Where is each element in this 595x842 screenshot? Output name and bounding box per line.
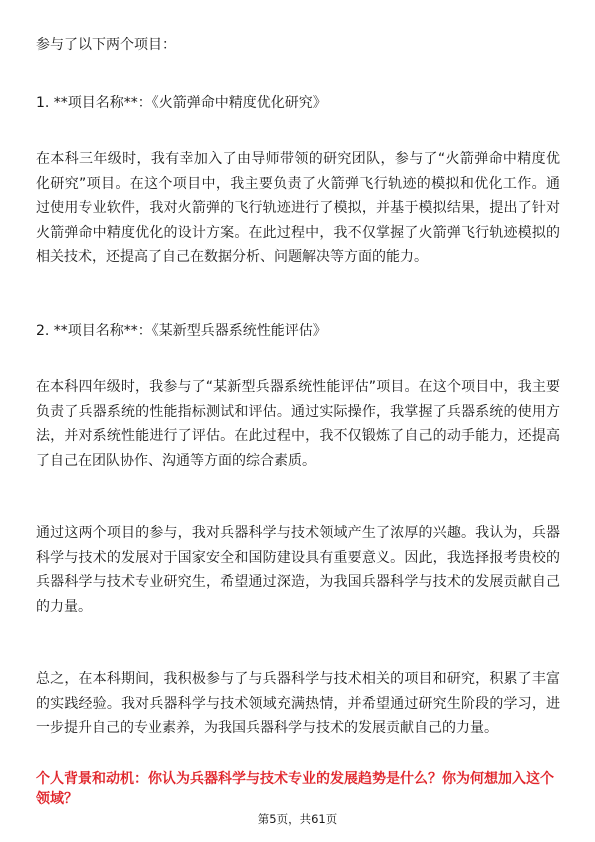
project2-heading: 2. **项目名称**：《某新型兵器系统性能评估》 <box>36 323 327 339</box>
intro-line: 参与了以下两个项目： <box>36 37 176 53</box>
summary-paragraph: 总之，在本科期间，我积极参与了与兵器科学与技术相关的项目和研究，积累了丰富的实践经验。我对兵器科学与技术领域充满热情，并希望通过研究生阶段的学习，进一步提升自己的专业素养，为我国兵器科学与技术的发展贡献自己的力量。 <box>36 671 560 736</box>
interest-paragraph: 通过这两个项目的参与，我对兵器科学与技术领域产生了浓厚的兴趣。我认为，兵器科学与技术的发展对于国家安全和国防建设具有重要意义。因此，我选择报考贵校的兵器科学与技术专业研究生，希望通过深造，为我国兵器科学与技术的发展贡献自己的力量。 <box>36 525 560 615</box>
project1-body: 在本科三年级时，我有幸加入了由导师带领的研究团队，参与了“火箭弹命中精度优化研究”项目。在这个项目中，我主要负责了火箭弹飞行轨迹的模拟和优化工作。通过使用专业软件，我对火箭弹的飞行轨迹进行了模拟，并基于模拟结果，提出了针对火箭弹命中精度优化的设计方案。在此过程中，我不仅掌握了火箭弹飞行轨迹模拟的相关技术，还提高了自己在数据分析、问题解决等方面的能力。 <box>36 151 560 265</box>
project2-body: 在本科四年级时，我参与了“某新型兵器系统性能评估”项目。在这个项目中，我主要负责了兵器系统的性能指标测试和评估。通过实际操作，我掌握了兵器系统的使用方法，并对系统性能进行了评估。在此过程中，我不仅锻炼了自己的动手能力，还提高了自己在团队协作、沟通等方面的综合素质。 <box>36 379 560 469</box>
next-question-heading: 个人背景和动机：你认为兵器科学与技术专业的发展趋势是什么？你为何想加入这个领域？ <box>36 771 554 807</box>
page-number: 第5页，共61页 <box>257 812 338 826</box>
project1-heading: 1. **项目名称**：《火箭弹命中精度优化研究》 <box>36 95 327 111</box>
